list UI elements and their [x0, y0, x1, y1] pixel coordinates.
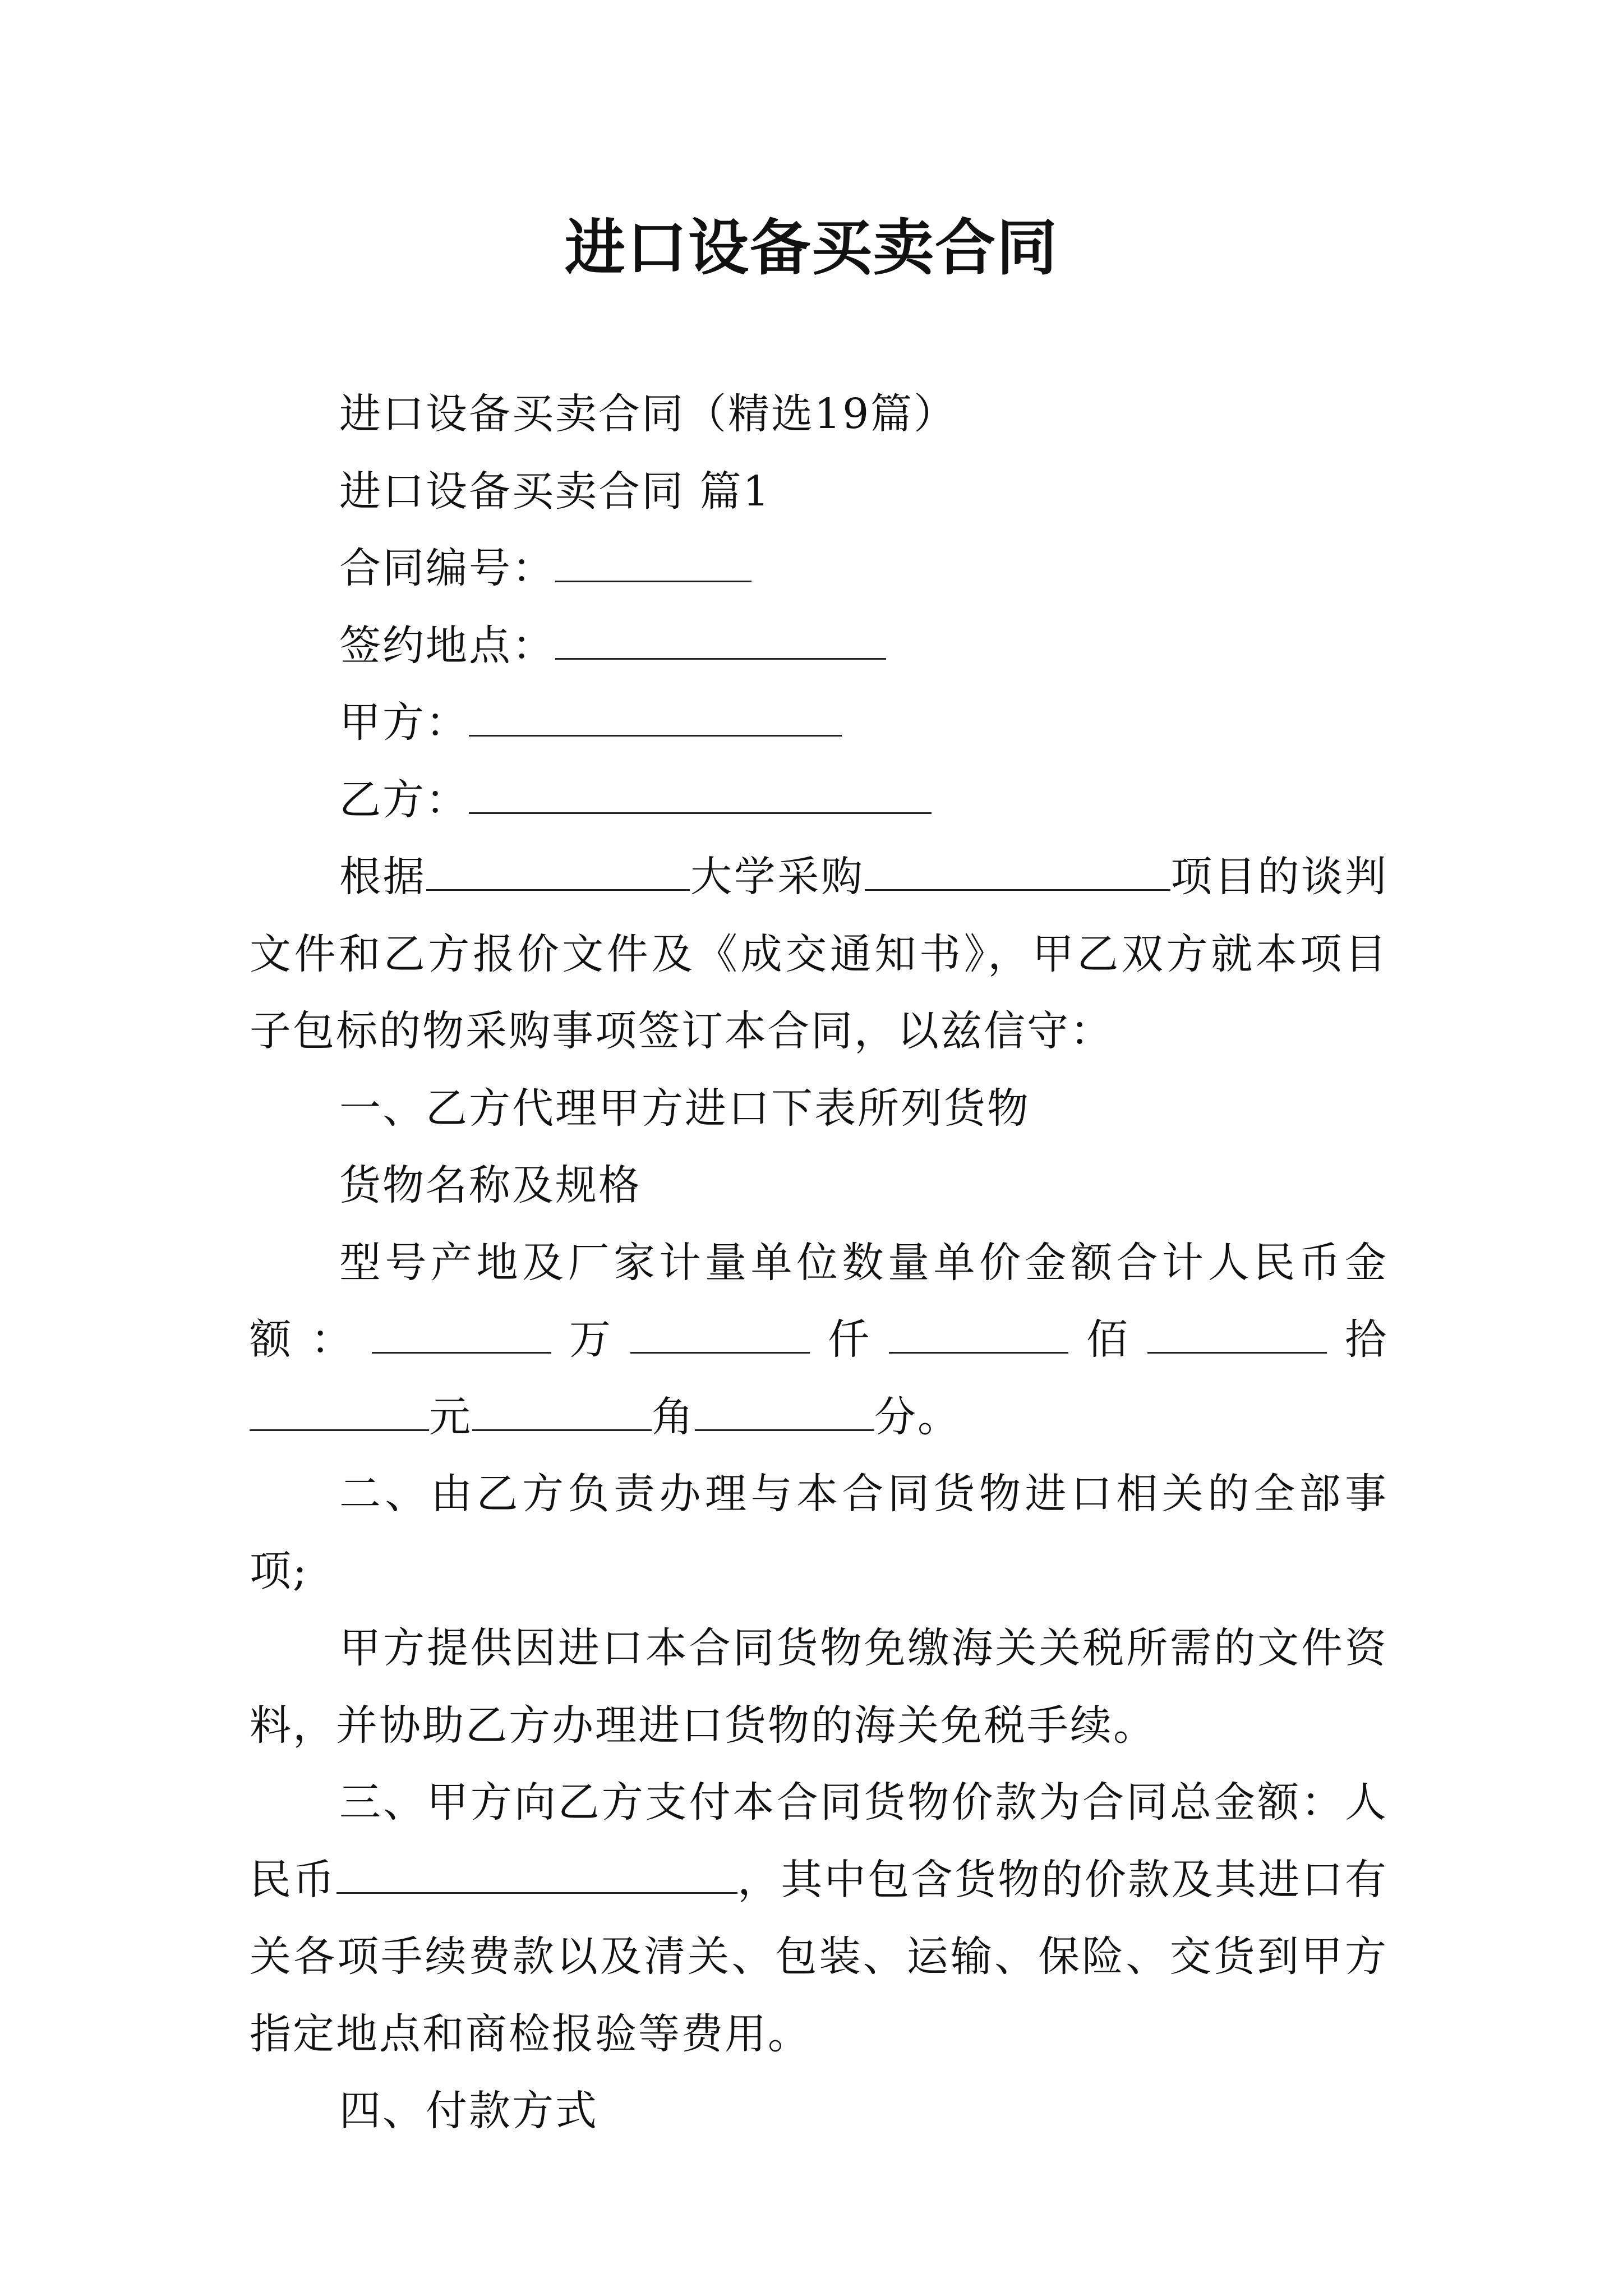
paragraph-basis — [250, 839, 1388, 1070]
amount-blank-3 — [889, 1310, 1068, 1354]
unit-yuan: 元 — [429, 1392, 472, 1441]
contract-number-line — [250, 530, 1388, 608]
total-amount-blank — [336, 1850, 737, 1894]
contract-number-label: 合同编号： — [339, 544, 555, 592]
project-blank — [865, 847, 1170, 891]
unit-shi: 拾 — [1327, 1315, 1388, 1364]
paragraph-clause-1: 一、乙方代理甲方进口下表所列货物 — [339, 1084, 1030, 1133]
signing-place-label: 签约地点： — [339, 621, 555, 670]
signing-place-blank — [555, 616, 886, 660]
basis-text-1: 根据 — [339, 853, 427, 901]
signing-place-line — [250, 608, 1388, 685]
paragraph-clause-2: 二、由乙方负责办理与本合同货物进口相关的全部事项; — [250, 1470, 1388, 1595]
amount-blank-1 — [372, 1310, 551, 1354]
paragraph-clause-4: 四、付款方式 — [339, 2087, 598, 2135]
unit-jiao: 角 — [652, 1392, 695, 1441]
party-a-blank — [469, 693, 842, 737]
clause-3-text-2: ，其中包含货物的价款及其进口有关各项手续费款以及清关、包装、运输、保险、交货到甲方指定地点和商检报验等费用。 — [250, 1855, 1389, 2058]
paragraph-section-heading: 进口设备买卖合同 篇1 — [339, 467, 771, 516]
contract-number-blank — [555, 539, 751, 582]
party-b-label: 乙方： — [339, 775, 469, 824]
amount-blank-6 — [472, 1387, 652, 1431]
party-b-blank — [469, 770, 932, 814]
paragraph-goods-name: 货物名称及规格 — [339, 1161, 642, 1209]
amount-text: 型号产地及厂家计量单位数量单价金额合计人民币金额： — [250, 1238, 1388, 1364]
paragraph-clause-3 — [250, 1764, 1388, 2073]
party-a-line — [250, 684, 1388, 762]
party-a-label: 甲方： — [339, 698, 469, 747]
paragraph-customs: 甲方提供因进口本合同货物免缴海关关税所需的文件资料，并协助乙方办理进口货物的海关免税手续。 — [250, 1624, 1388, 1750]
unit-bai: 佰 — [1068, 1315, 1147, 1364]
document-body — [250, 376, 1388, 2150]
amount-blank-5 — [250, 1387, 429, 1431]
paragraph-amount — [250, 1225, 1388, 1456]
unit-fen: 分。 — [874, 1392, 961, 1441]
unit-qian: 仟 — [810, 1315, 889, 1364]
basis-text-2: 大学采购 — [690, 853, 865, 901]
amount-blank-7 — [695, 1387, 874, 1431]
university-blank — [426, 847, 690, 891]
clause-3-text-1: 三、甲方向乙方支付本合同货物价款为合同总金额：人民币 — [250, 1778, 1388, 1904]
paragraph-subtitle: 进口设备买卖合同（精选19篇） — [339, 390, 957, 438]
party-b-line — [250, 762, 1388, 839]
basis-text-3: 项目的谈判文件和乙方报价文件及《成交通知书》，甲乙双方就本项目子包标的物采购事项签订本合同，以兹信守： — [250, 853, 1389, 1055]
amount-blank-4 — [1147, 1310, 1327, 1354]
unit-wan: 万 — [551, 1315, 630, 1364]
document-title: 进口设备买卖合同 — [564, 213, 1058, 283]
amount-blank-2 — [630, 1310, 810, 1354]
